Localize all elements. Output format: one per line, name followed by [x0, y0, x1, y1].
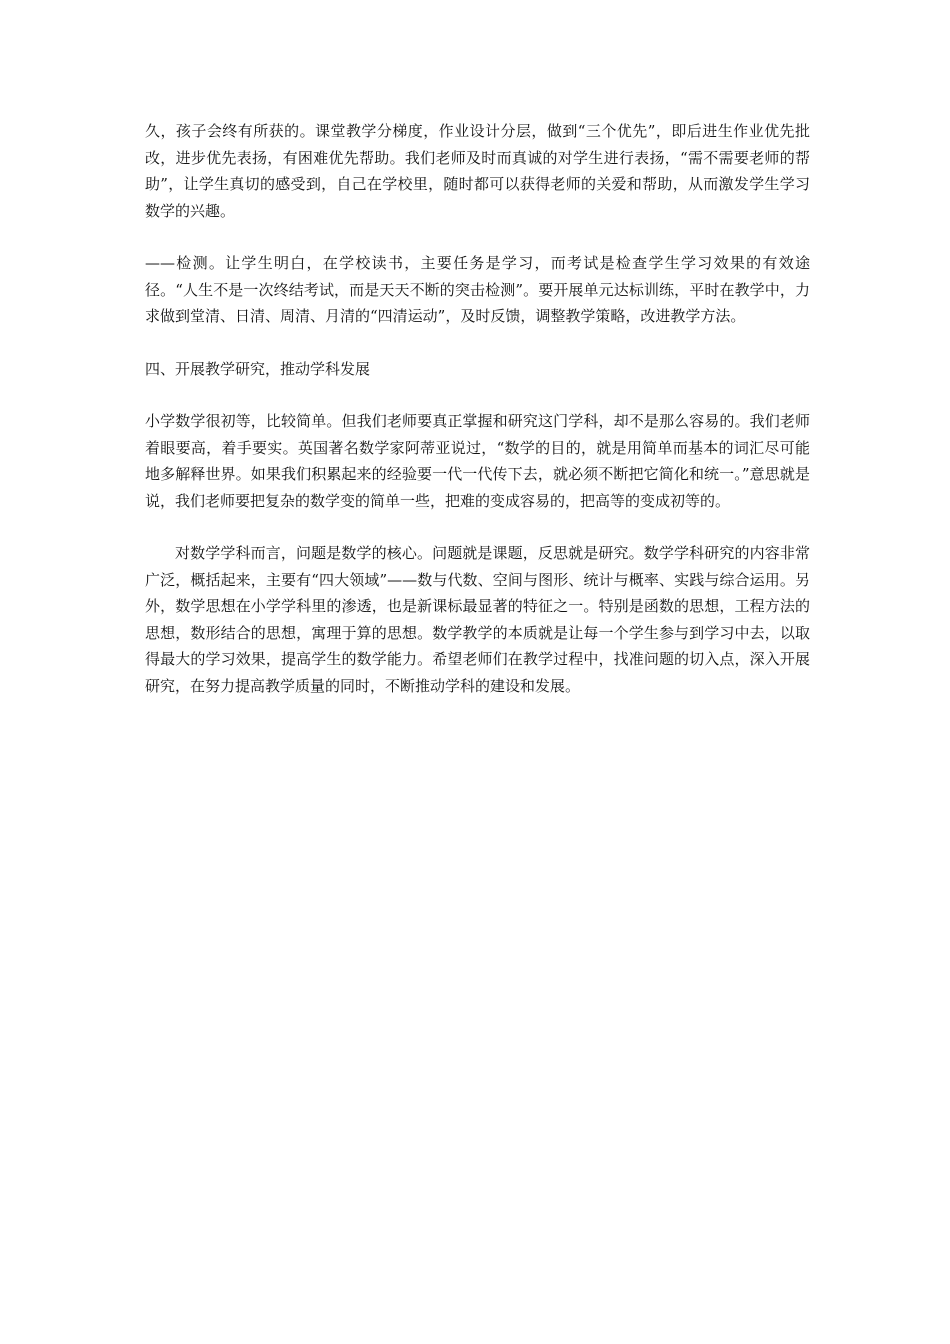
- paragraph-testing: ——检测。让学生明白，在学校读书，主要任务是学习，而考试是检查学生学习效果的有效途径。“人生不是一次终结考试，而是天天不断的突击检测”。要开展单元达标训练，平时在教学中，力求做到堂清、日清、周清、月清的“四清运动”，及时反馈，调整教学策略，改进教学方法。: [145, 254, 810, 325]
- paragraph-elementary-math: 小学数学很初等，比较简单。但我们老师要真正掌握和研究这门学科，却不是那么容易的。我们老师着眼要高，着手要实。英国著名数学家阿蒂亚说过，“数学的目的，就是用简单而基本的词汇尽可能地多解释世界。如果我们积累起来的经验要一代一代传下去，就必须不断把它简化和统一。”意思就是说，我们老师要把复杂的数学变的简单一些，把难的变成容易的，把高等的变成初等的。: [145, 412, 810, 510]
- document-body: [145, 118, 810, 725]
- section-heading: 四、开展教学研究，推动学科发展: [145, 359, 371, 378]
- paragraph-priority: 久，孩子会终有所获的。课堂教学分梯度，作业设计分层，做到“三个优先”，即后进生作业优先批改，进步优先表扬，有困难优先帮助。我们老师及时而真诚的对学生进行表扬，“需不需要老师的帮助”，让学生真切的感受到，自己在学校里，随时都可以获得老师的关爱和帮助，从而激发学生学习数学的兴趣。: [145, 122, 810, 220]
- paragraph-research: 对数学学科而言，问题是数学的核心。问题就是课题，反思就是研究。数学学科研究的内容非常广泛，概括起来，主要有“四大领域”——数与代数、空间与图形、统计与概率、实践与综合运用。另外，数学思想在小学学科里的渗透，也是新课标最显著的特征之一。特别是函数的思想，工程方法的思想，数形结合的思想，寓理于算的思想。数学教学的本质就是让每一个学生参与到学习中去，以取得最大的学习效果，提高学生的数学能力。希望老师们在教学过程中，找准问题的切入点，深入开展研究，在努力提高教学质量的同时，不断推动学科的建设和发展。: [145, 544, 810, 695]
